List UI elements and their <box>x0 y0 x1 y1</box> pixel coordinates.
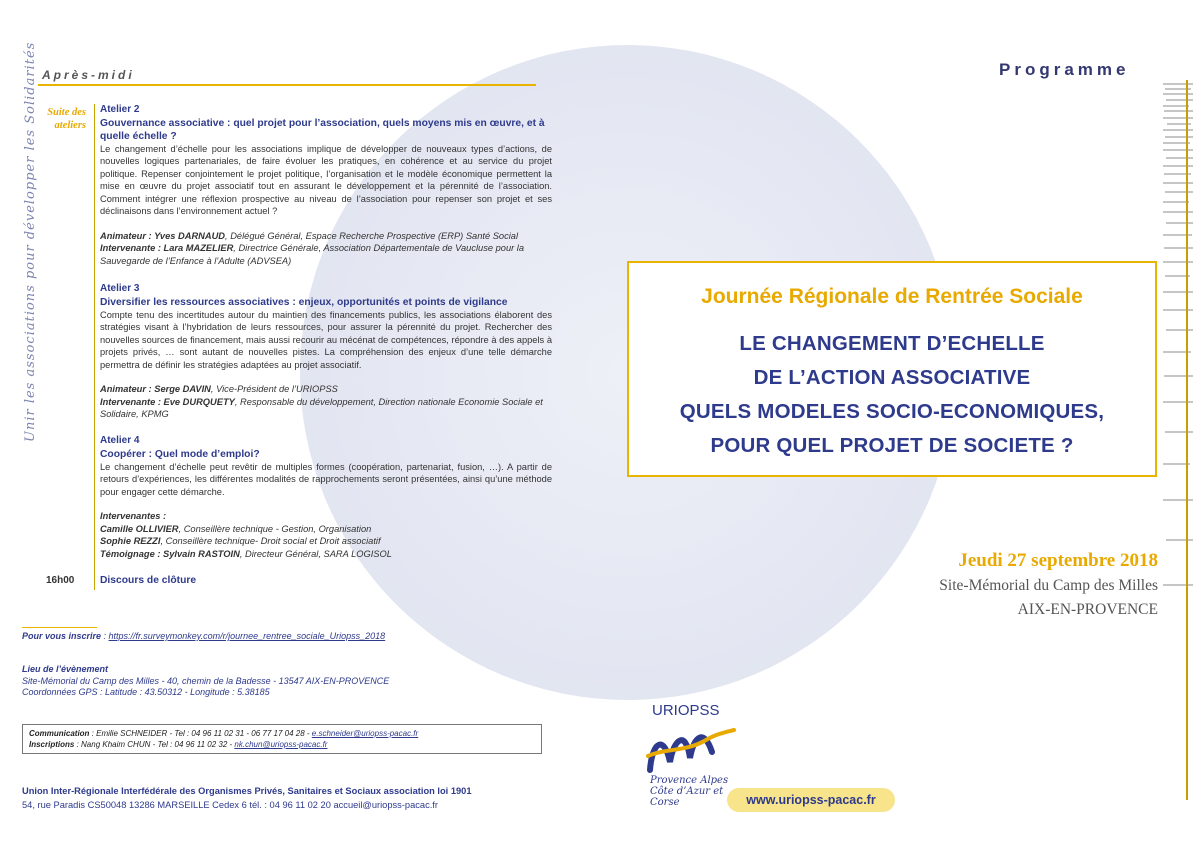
footer-union: Union Inter-Régionale Interfédérale des Organismes Privés, Sanitaires et Sociaux association loi 1901 <box>22 786 472 796</box>
inscription-label: Pour vous inscrire <box>22 631 102 641</box>
right-edge-bar <box>1186 80 1188 800</box>
suite-label: Suite des ateliers <box>47 107 86 131</box>
inscriptions-email-link[interactable]: nk.chun@uriopss-pacac.fr <box>234 740 328 749</box>
lieu-heading: Lieu de l’évènement <box>22 664 109 674</box>
uriopss-logo-region: Provence Alpes Côte d’Azur et Corse <box>650 775 729 808</box>
lieu-gps: Coordonnées GPS : Latitude : 43.50312 - Longitude : 5.38185 <box>22 687 270 697</box>
intervenante-desc: , Conseillère technique- Droit social et Droit associatif <box>160 536 381 546</box>
atelier-label: Atelier 2 <box>100 104 140 115</box>
atelier-title: Gouvernance associative : quel projet pour l’association, quels moyens mis en œuvre, et à quelle échelle ? <box>100 117 545 142</box>
side-slogan: Unir les associations pour développer les Solidarités <box>23 41 38 442</box>
decorative-stripes <box>1163 80 1193 600</box>
temoignage-name: Témoignage : Sylvain RASTOIN <box>100 548 240 559</box>
lieu-address: Site-Mémorial du Camp des Milles - 40, chemin de la Badesse - 13547 AIX-EN-PROVENCE <box>22 675 390 686</box>
animateur-desc: , Délégué Général, Espace Recherche Prospective (ERP) Santé Social <box>225 230 519 241</box>
inscription-line: Pour vous inscrire : https://fr.surveymonkey.com/r/journee_rentree_sociale_Uriopss_2018 <box>22 631 386 641</box>
intervenante-desc: , Directrice Générale, Association Départementale de Vaucluse pour la Sauvegarde de l’Enfance à l’Adulte (ADVSEA) <box>100 243 525 266</box>
event-date: Jeudi 27 septembre 2018 <box>958 550 1158 571</box>
closing-time: 16h00 <box>46 575 75 586</box>
inscription-link[interactable]: https://fr.surveymonkey.com/r/journee_rentree_sociale_Uriopss_2018 <box>108 631 386 641</box>
animateur-name: Animateur : Serge DAVIN <box>100 384 211 394</box>
closing-label: Discours de clôture <box>100 575 197 586</box>
communication-text: : Emilie SCHNEIDER - Tel : 04 96 11 02 31 - 06 77 17 04 28 - <box>89 729 312 738</box>
intervenante-name: Intervenante : Lara MAZELIER <box>100 243 234 253</box>
programme-title: Programme <box>999 60 1130 79</box>
intervenante-desc: , Conseillère technique - Gestion, Organisation <box>178 523 372 534</box>
footer-address: 54, rue Paradis CS50048 13286 MARSEILLE Cedex 6 tél. : 04 96 11 02 20 accueil@uriopss-pacac.fr <box>22 800 438 810</box>
event-place: Site-Mémorial du Camp des Milles <box>939 577 1158 594</box>
contact-box <box>22 724 542 754</box>
column-divider <box>94 104 95 590</box>
intervenante-name: Camille OLLIVIER <box>100 523 179 534</box>
header-divider <box>38 84 536 86</box>
communication-label: Communication <box>29 729 90 738</box>
intervenante-name: Intervenante : Eve DURQUETY <box>100 396 235 407</box>
uriopss-logo-icon <box>646 722 736 776</box>
uriopss-logo-name: URIOPSS <box>652 702 720 719</box>
atelier-body: Compte tenu des incertitudes autour du maintien des financements publics, les associations élaborent des stratégies visant à l’hybridation de leurs ressources, pour assurer la pérennité du projet. Rechercher des nouvelles sources de financement, mais aussi recourir au mécénat de compétences, répondre à des appels à projets privés, … sont autant de nouvelles pistes. La compréhension des enjeux d’une telle démarche permettra de définir les stratégies adaptées au projet associatif. <box>100 309 552 370</box>
animateur-name: Animateur : Yves DARNAUD <box>100 230 226 241</box>
event-subtitle: Journée Régionale de Rentrée Sociale <box>701 285 1083 308</box>
intervenantes-heading: Intervenantes : <box>100 511 167 521</box>
info-divider <box>22 627 97 628</box>
event-title-line-1: LE CHANGEMENT D’ECHELLE <box>739 332 1045 355</box>
atelier-speakers <box>100 230 552 268</box>
intervenante-name: Sophie REZZI <box>100 536 161 546</box>
lieu-block <box>22 664 389 699</box>
event-title-line-4: POUR QUEL PROJET DE SOCIETE ? <box>710 434 1074 457</box>
temoignage-desc: , Directeur Général, SARA LOGISOL <box>239 548 392 559</box>
atelier-label: Atelier 3 <box>100 283 140 294</box>
atelier-4 <box>100 435 552 560</box>
website-link[interactable]: www.uriopss-pacac.fr <box>727 788 895 812</box>
atelier-3 <box>100 283 552 421</box>
atelier-2 <box>100 104 552 267</box>
atelier-title: Coopérer : Quel mode d’emploi? <box>100 448 260 460</box>
atelier-body: Le changement d’échelle pour les associations implique de développer de nouveaux types d’actions, de nouvelles logiques partenariales, de faire évoluer les pratiques, en cohérence et au service du projet politique. Repenser conjointement le projet politique, l’organisation et le modèle économique permettent la mise en œuvre du projet associatif tout en assurant le développement et la pérennité de l’association. Comment intégrer une réflexion prospective au niveau de l’association pour repenser son projet et ses déclinaisons dans l’environnement actuel ? <box>100 143 552 216</box>
atelier-title: Diversifier les ressources associatives : enjeux, opportunités et points de vigilance <box>100 296 508 308</box>
event-title-line-2: DE L’ACTION ASSOCIATIVE <box>753 366 1031 389</box>
section-label: Après-midi <box>42 68 135 82</box>
communication-email-link[interactable]: e.schneider@uriopss-pacac.fr <box>311 729 419 738</box>
event-city: AIX-EN-PROVENCE <box>1017 601 1158 618</box>
animateur-desc: , Vice-Président de l’URIOPSS <box>210 384 338 394</box>
intervenante-desc: , Responsable du développement, Direction nationale Economie Sociale et Solidaire, KPMG <box>100 396 543 419</box>
atelier-body: Le changement d’échelle peut revêtir de multiples formes (coopération, partenariat, fusion, …). A partir de retours d’expériences, les différentes modalités de rapprochements seront présentées, ainsi qu’une méthode pour engager cette démarche. <box>100 461 552 497</box>
inscriptions-text: : Nang Khaim CHUN - Tel : 04 96 11 02 32 - <box>74 740 235 749</box>
atelier-speakers <box>100 510 552 560</box>
atelier-label: Atelier 4 <box>100 435 140 446</box>
event-title-line-3: QUELS MODELES SOCIO-ECONOMIQUES, <box>679 400 1105 423</box>
inscriptions-label: Inscriptions <box>29 740 75 749</box>
atelier-speakers <box>100 383 552 421</box>
